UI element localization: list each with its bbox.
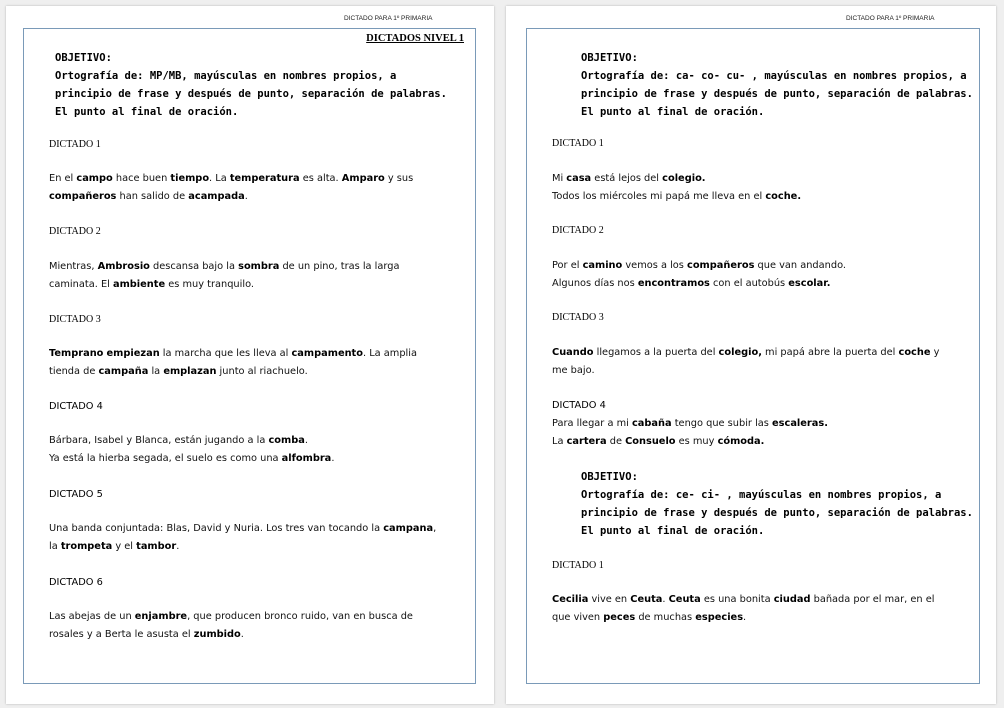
- text-run: es alta.: [299, 173, 342, 184]
- text-run: y sus: [384, 173, 414, 184]
- text-run: Para llegar a mi: [552, 418, 632, 429]
- text-line: [552, 609, 972, 627]
- text-run: Mientras,: [49, 261, 98, 272]
- text-run: . La amplia: [362, 348, 418, 359]
- dictation-text: [552, 591, 972, 627]
- bold-word: compañeros: [49, 191, 117, 202]
- dictation-text: [49, 258, 469, 294]
- left-document-page: [6, 6, 494, 704]
- bold-word: cómoda.: [717, 436, 765, 447]
- text-run: . La: [209, 173, 230, 184]
- text-run: Mi: [552, 173, 567, 184]
- bold-word: acampada: [188, 191, 245, 202]
- objective-block: [581, 49, 991, 121]
- objective-block: [581, 468, 991, 540]
- text-run: Las abejas de un: [49, 611, 135, 622]
- bold-word: temperatura: [229, 173, 300, 184]
- dictation-heading: DICTADO 4: [49, 401, 103, 412]
- bold-word: ambiente: [112, 279, 166, 290]
- page-title: DICTADOS NIVEL 1: [366, 33, 464, 44]
- bold-word: compañeros: [687, 260, 755, 271]
- bold-word: Consuelo: [625, 436, 676, 447]
- dictation-text: [552, 257, 972, 293]
- text-line: [49, 188, 469, 206]
- bold-word: coche.: [765, 191, 802, 202]
- objective-label: OBJETIVO:: [55, 52, 112, 64]
- dictation-heading: DICTADO 4: [552, 400, 606, 411]
- bold-word: campaña: [98, 366, 149, 377]
- text-line: [552, 257, 972, 275]
- text-run: bañada por el mar, en el: [810, 594, 935, 605]
- text-run: ,: [433, 523, 437, 534]
- objective-line: El punto al final de oración.: [55, 106, 239, 118]
- text-run: me bajo.: [552, 365, 595, 376]
- text-run: junto al riachuelo.: [216, 366, 308, 377]
- text-line: [552, 275, 972, 293]
- bold-word: encontramos: [637, 278, 710, 289]
- bold-word: camino: [582, 260, 623, 271]
- text-line: [49, 432, 469, 450]
- bold-word: trompeta: [60, 541, 113, 552]
- dictation-heading: DICTADO 2: [49, 226, 101, 237]
- text-run: Por el: [552, 260, 583, 271]
- text-run: de: [606, 436, 626, 447]
- bold-word: peces: [603, 612, 636, 623]
- text-run: caminata. El: [49, 279, 113, 290]
- text-line: [49, 258, 469, 276]
- text-run: descansa bajo la: [149, 261, 239, 272]
- text-line: [49, 450, 469, 468]
- bold-word: especies: [695, 612, 744, 623]
- objective-block: [55, 49, 465, 121]
- text-run: llegamos a la puerta del: [593, 347, 719, 358]
- page-header: DICTADO PARA 1º PRIMARIA: [846, 15, 935, 22]
- text-run: está lejos del: [591, 173, 663, 184]
- objective-line: El punto al final de oración.: [581, 106, 765, 118]
- bold-word: alfombra: [281, 453, 332, 464]
- bold-word: tiempo: [170, 173, 210, 184]
- bold-word: cabaña: [631, 418, 672, 429]
- bold-word: Ceuta: [630, 594, 663, 605]
- bold-word: ciudad: [773, 594, 811, 605]
- bold-word: emplazan: [163, 366, 217, 377]
- right-document-page: [506, 6, 996, 704]
- bold-word: Ceuta: [668, 594, 701, 605]
- dictation-heading: DICTADO 1: [552, 138, 604, 149]
- text-run: con el autobús: [709, 278, 789, 289]
- dictation-text: [49, 608, 469, 644]
- text-line: [49, 626, 469, 644]
- text-run: .: [240, 629, 244, 640]
- bold-word: empiezan: [106, 348, 160, 359]
- text-line: [49, 345, 469, 363]
- dictation-heading: DICTADO 1: [49, 139, 101, 150]
- dictation-text: [49, 170, 469, 206]
- text-line: [552, 433, 972, 451]
- text-run: de un pino, tras la larga: [279, 261, 400, 272]
- text-run: que van andando.: [754, 260, 847, 271]
- bold-word: campo: [76, 173, 113, 184]
- text-run: la: [148, 366, 164, 377]
- bold-word: Cuando: [552, 347, 594, 358]
- dictation-heading: DICTADO 6: [49, 577, 103, 588]
- page-header: DICTADO PARA 1º PRIMARIA: [344, 15, 433, 22]
- text-run: , que producen bronco ruido, van en busca de: [187, 611, 413, 622]
- text-run: .: [331, 453, 335, 464]
- text-run: vive en: [588, 594, 631, 605]
- text-run: .: [244, 191, 248, 202]
- bold-word: Amparo: [341, 173, 385, 184]
- text-run: que viven: [552, 612, 604, 623]
- text-run: La: [552, 436, 567, 447]
- dictation-heading: DICTADO 1: [552, 560, 604, 571]
- text-run: rosales y a Berta le asusta el: [49, 629, 194, 640]
- objective-line: Ortografía de: MP/MB, mayúsculas en nombres propios, a: [55, 70, 397, 82]
- bold-word: cartera: [566, 436, 607, 447]
- dictation-text: [552, 344, 972, 380]
- dictation-heading: DICTADO 3: [552, 312, 604, 323]
- text-line: [49, 608, 469, 626]
- objective-line: Ortografía de: ca- co- cu- , mayúsculas en nombres propios, a: [581, 70, 967, 82]
- text-line: [49, 170, 469, 188]
- dictation-text: [49, 520, 469, 556]
- bold-word: Cecilia: [552, 594, 589, 605]
- bold-word: colegio.: [662, 173, 706, 184]
- objective-line: principio de frase y después de punto, separación de palabras.: [55, 88, 447, 100]
- text-run: Bárbara, Isabel y Blanca, están jugando a la: [49, 435, 269, 446]
- bold-word: sombra: [238, 261, 280, 272]
- text-run: la marcha que les lleva al: [159, 348, 292, 359]
- bold-word: escolar.: [788, 278, 831, 289]
- text-run: la: [49, 541, 61, 552]
- bold-word: enjambre: [134, 611, 188, 622]
- bold-word: casa: [566, 173, 592, 184]
- text-run: es muy: [675, 436, 718, 447]
- bold-word: colegio,: [718, 347, 762, 358]
- objective-label: OBJETIVO:: [581, 52, 638, 64]
- text-line: [552, 362, 972, 380]
- page-frame: [526, 28, 980, 684]
- text-line: [49, 520, 469, 538]
- bold-word: Temprano: [49, 348, 104, 359]
- text-line: [552, 415, 972, 433]
- bold-word: Ambrosio: [97, 261, 150, 272]
- bold-word: campana: [383, 523, 434, 534]
- text-run: Ya está la hierba segada, el suelo es como una: [49, 453, 282, 464]
- text-line: [552, 591, 972, 609]
- text-run: tienda de: [49, 366, 99, 377]
- text-run: mi papá abre la puerta del: [761, 347, 899, 358]
- text-line: [552, 188, 972, 206]
- text-run: .: [743, 612, 747, 623]
- text-line: [49, 538, 469, 556]
- text-run: es una bonita: [700, 594, 774, 605]
- objective-line: principio de frase y después de punto, separación de palabras.: [581, 88, 973, 100]
- bold-word: escaleras.: [772, 418, 828, 429]
- text-run: .: [304, 435, 308, 446]
- objective-line: Ortografía de: ce- ci- , mayúsculas en nombres propios, a: [581, 489, 942, 501]
- text-run: vemos a los: [622, 260, 688, 271]
- dictation-text: [552, 170, 972, 206]
- bold-word: tambor: [136, 541, 177, 552]
- page-frame: [23, 28, 476, 684]
- text-run: es muy tranquilo.: [165, 279, 255, 290]
- dictation-heading: DICTADO 5: [49, 489, 103, 500]
- text-line: [49, 363, 469, 381]
- dictation-text: [49, 432, 469, 468]
- text-run: En el: [49, 173, 77, 184]
- dictation-text: [552, 415, 972, 451]
- text-run: Una banda conjuntada: Blas, David y Nuria. Los tres van tocando la: [49, 523, 384, 534]
- text-run: Todos los miércoles mi papá me lleva en el: [552, 191, 766, 202]
- objective-label: OBJETIVO:: [581, 471, 638, 483]
- text-run: Algunos días nos: [552, 278, 638, 289]
- text-run: y: [930, 347, 940, 358]
- objective-line: principio de frase y después de punto, separación de palabras.: [581, 507, 973, 519]
- bold-word: campamento: [291, 348, 363, 359]
- dictation-heading: DICTADO 3: [49, 314, 101, 325]
- text-run: tengo que subir las: [671, 418, 773, 429]
- bold-word: zumbido: [193, 629, 241, 640]
- text-run: y el: [112, 541, 137, 552]
- text-run: .: [176, 541, 180, 552]
- objective-line: El punto al final de oración.: [581, 525, 765, 537]
- bold-word: coche: [898, 347, 931, 358]
- text-line: [49, 276, 469, 294]
- text-run: .: [662, 594, 669, 605]
- text-line: [552, 170, 972, 188]
- dictation-heading: DICTADO 2: [552, 225, 604, 236]
- text-run: han salido de: [116, 191, 189, 202]
- bold-word: comba: [268, 435, 305, 446]
- dictation-text: [49, 345, 469, 381]
- text-run: hace buen: [112, 173, 171, 184]
- text-line: [552, 344, 972, 362]
- text-run: de muchas: [635, 612, 696, 623]
